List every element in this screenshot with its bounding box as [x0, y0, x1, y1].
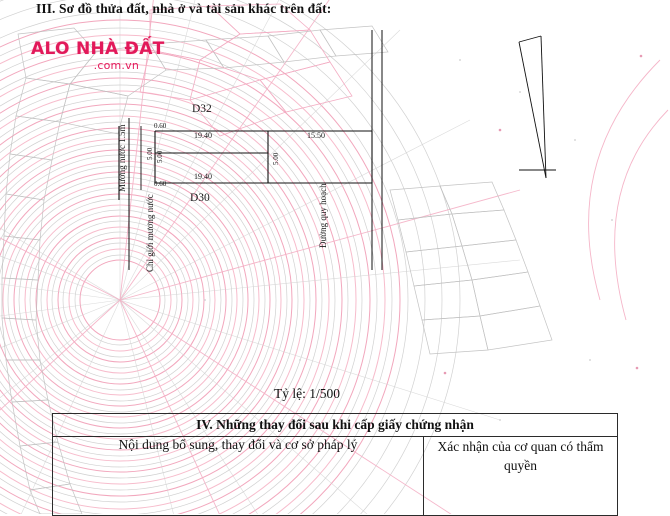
table-row [53, 414, 618, 437]
scale-label: Tỷ lệ: 1/500 [274, 386, 340, 401]
dimension-side-right: 5.00 [272, 152, 280, 165]
section-iv-table [52, 413, 618, 516]
section-iv-col-right-header: Xác nhận của cơ quan có thẩm quyền [424, 437, 618, 516]
section-iv-col-left-header: Nội dung bổ sung, thay đổi và cơ sở pháp lý [53, 437, 424, 516]
parcel-label-d30: D30 [190, 192, 210, 204]
dimension-side-left-a: 5.00 [146, 147, 154, 160]
watermark-brand-text: ALO NHÀ ĐẤT [31, 39, 165, 59]
dimension-side-left-b: 5.00 [156, 150, 164, 163]
dimension-left-bottom: 0.60 [154, 180, 167, 188]
label-planning-road: Đường quy hoạch [318, 183, 328, 248]
dimension-left-top: 0.60 [154, 122, 167, 130]
dimension-right-span: 15.50 [307, 131, 325, 140]
dimension-bottom: 19.40 [194, 172, 212, 181]
dimension-top: 19.40 [194, 131, 212, 140]
label-canal-boundary: Chỉ giới mương nước [145, 194, 155, 272]
page-title: III. Sơ đồ thửa đất, nhà ở và tài sản khác trên đất: [36, 1, 332, 16]
parcel-label-d32: D32 [192, 103, 212, 115]
table-row [53, 437, 618, 516]
watermark-domain-text: .com.vn [93, 59, 139, 72]
section-iv-title: IV. Những thay đổi sau khi cấp giấy chứng nhận [53, 414, 618, 437]
label-canal-width: Mương nước 1.5m [117, 124, 127, 192]
